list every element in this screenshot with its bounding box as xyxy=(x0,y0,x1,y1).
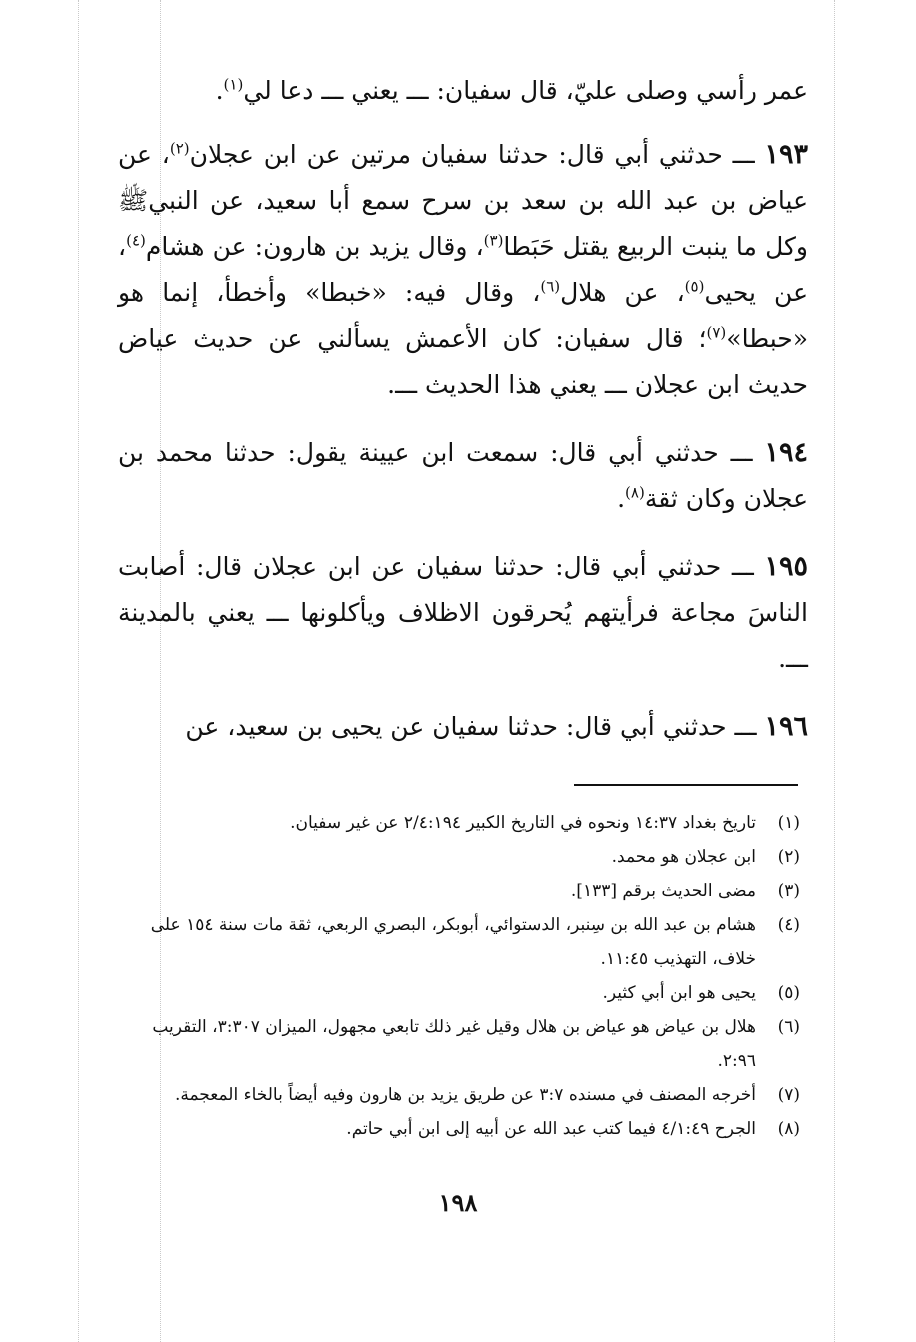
footnote-ref: (٣) xyxy=(483,231,504,250)
paragraph-text: ، وقال فيه: «خبطا» وأخطأ، إنما هو «حبطا» xyxy=(118,278,808,353)
footnote-divider xyxy=(574,784,798,786)
paragraph-text: ، عن يحيى xyxy=(118,232,808,307)
footnote-item xyxy=(112,1010,800,1078)
footnote-text: هلال بن عياض هو عياض بن هلال وقيل غير ذلك تابعي مجهول، الميزان ٣:٣٠٧، التقريب ٢:٩٦. xyxy=(152,1017,756,1071)
hadith-number: ١٩٣ xyxy=(764,139,808,170)
footnote-ref: (٤) xyxy=(126,231,146,250)
footnote-number: (٦) xyxy=(777,1017,800,1037)
footnote-number: (٧) xyxy=(777,1085,800,1105)
footnote-item xyxy=(112,908,800,976)
footnote-number: (٤) xyxy=(777,915,800,935)
footnote-ref: (٥) xyxy=(684,277,705,296)
hadith-number: ١٩٥ xyxy=(764,551,808,582)
hadith-number: ١٩٤ xyxy=(764,437,808,468)
footnote-text: هشام بن عبد الله بن سِنبر، الدستوائي، أبوبكر، البصري الربعي، ثقة مات سنة ١٥٤ على خلاف، التهذيب ١١:٤٥. xyxy=(150,915,756,969)
paragraph-text: عمر رأسي وصلى عليّ، قال سفيان: ـــ يعني ـــ دعا لي xyxy=(243,76,808,105)
footnote-text: أخرجه المصنف في مسنده ٣:٧ عن طريق يزيد بن هارون وفيه أيضاً بالخاء المعجمة. xyxy=(174,1085,756,1105)
footnote-ref: (٢) xyxy=(169,139,190,158)
paragraph-194 xyxy=(118,430,808,522)
footnotes xyxy=(112,806,800,1146)
paragraph-text: ، وقال يزيد بن هارون: عن هشام xyxy=(145,232,484,261)
footnote-item xyxy=(112,840,800,874)
footnote-ref: (٨) xyxy=(625,483,645,502)
paragraph-text: ـــ حدثني أبي قال: سمعت ابن عيينة يقول: حدثنا محمد بن عجلان وكان ثقة xyxy=(118,438,808,513)
paragraph-195 xyxy=(118,544,808,682)
footnote-number: (٨) xyxy=(777,1119,800,1139)
page-number: ١٩٨ xyxy=(438,1188,478,1217)
footnote-ref: (١) xyxy=(223,75,244,94)
footnote-number: (١) xyxy=(777,813,800,833)
main-text xyxy=(118,68,808,772)
footnote-ref: (٦) xyxy=(540,277,561,296)
footnote-item xyxy=(112,976,800,1010)
scan-guide-line xyxy=(834,0,835,1342)
paragraph-text: ، عن هلال xyxy=(560,278,685,307)
paragraph-text: ـــ حدثني أبي قال: حدثنا سفيان مرتين عن ابن عجلان xyxy=(189,140,765,169)
footnote-item xyxy=(112,1078,800,1112)
footnote-number: (٢) xyxy=(777,847,800,867)
paragraph-text: ؛ قال سفيان: كان الأعمش يسألني عن حديث عياض حديث ابن عجلان ـــ يعني هذا الحديث ـــ. xyxy=(118,324,808,399)
footnote-ref: (٧) xyxy=(706,323,727,342)
paragraph-text: ، عن عياض بن عبد الله بن سعد بن سرح سمع أبا سعيد، عن النبيﷺ وكل ما ينبت الربيع يقتل حَبَطا xyxy=(118,140,808,261)
footnote-text: مضى الحديث برقم [١٣٣]. xyxy=(570,881,756,901)
scan-guide-line xyxy=(78,0,79,1342)
paragraph-text: ـــ حدثني أبي قال: حدثنا سفيان عن ابن عجلان قال: أصابت الناسَ مجاعة فرأيتهم يُحرقون الاظلاف ويأكلونها ـــ يعني بالمدينة ـــ. xyxy=(118,552,808,673)
paragraph-193 xyxy=(118,132,808,408)
footnote-text: ابن عجلان هو محمد. xyxy=(611,847,756,867)
footnote-item xyxy=(112,806,800,840)
footnote-text: تاريخ بغداد ١٤:٣٧ ونحوه في التاريخ الكبير ٢/٤:١٩٤ عن غير سفيان. xyxy=(290,813,756,833)
paragraph-196 xyxy=(118,704,808,750)
paragraph-text: ـــ حدثني أبي قال: حدثنا سفيان عن يحيى بن سعيد، عن xyxy=(185,712,765,741)
paragraph-text: . xyxy=(617,484,626,513)
hadith-number: ١٩٦ xyxy=(764,711,808,742)
paragraph-continuation xyxy=(118,68,808,114)
footnote-number: (٥) xyxy=(777,983,800,1003)
paragraph-text: . xyxy=(215,76,224,105)
footnote-item xyxy=(112,1112,800,1146)
footnote-number: (٣) xyxy=(777,881,800,901)
footnote-text: الجرح ٤/١:٤٩ فيما كتب عبد الله عن أبيه إلى ابن أبي حاتم. xyxy=(346,1119,756,1139)
footnote-text: يحيى هو ابن أبي كثير. xyxy=(602,983,756,1003)
footnote-item xyxy=(112,874,800,908)
